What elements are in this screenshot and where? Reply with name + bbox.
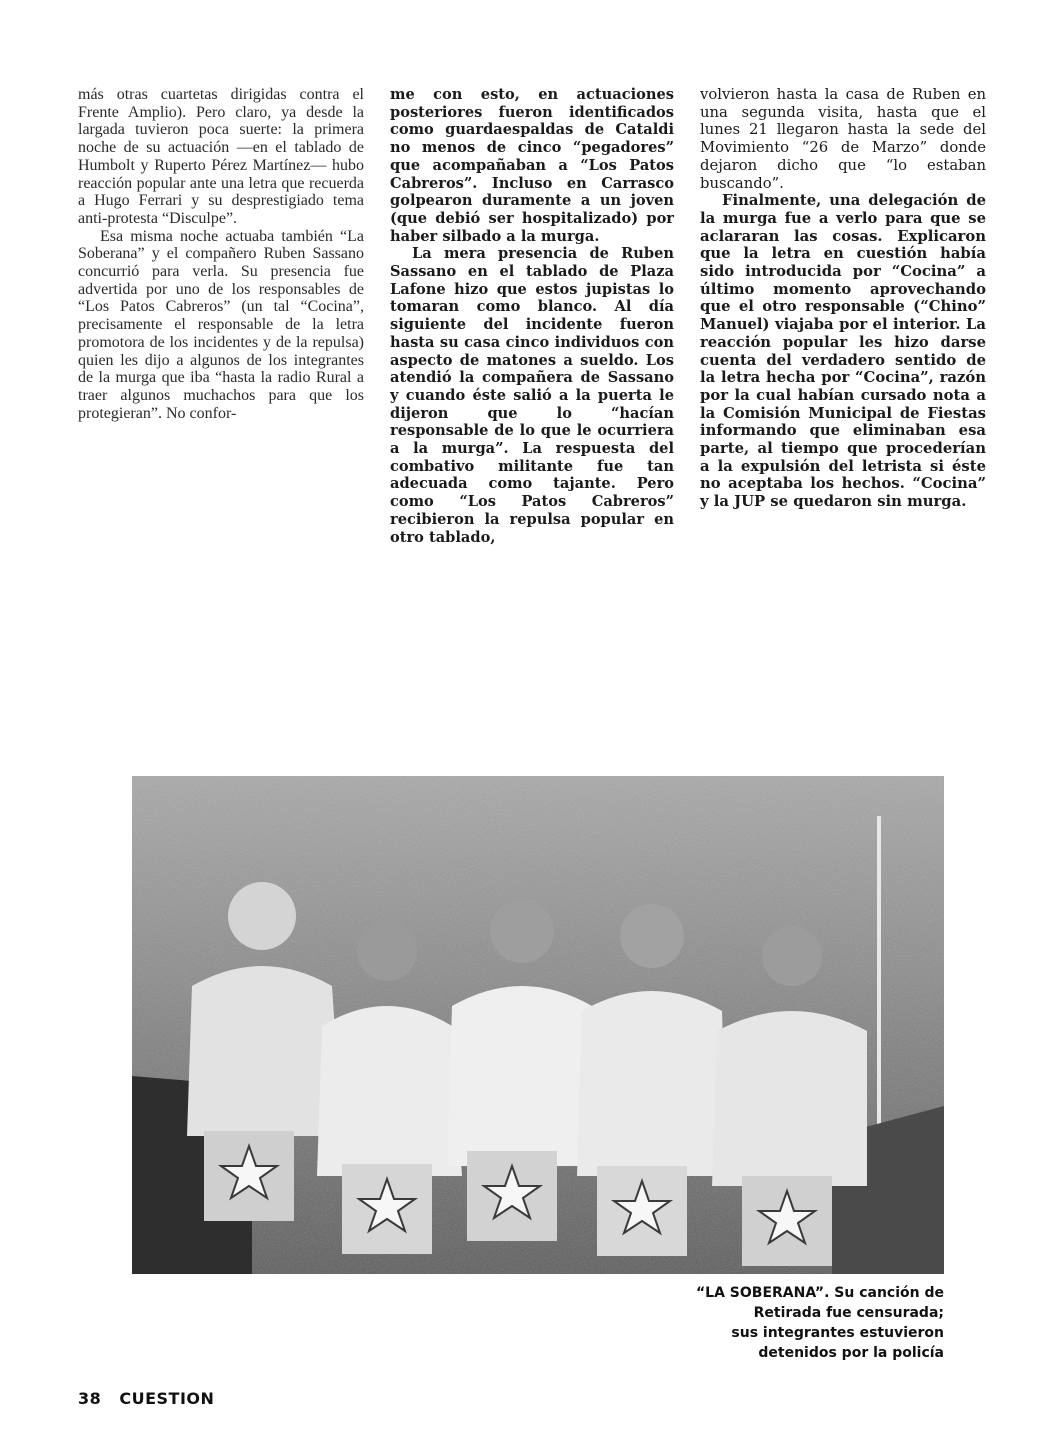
paragraph: más otras cuartetas dirigidas contra el Frente Amplio). Pero claro, ya desde la largada tuvieron poca suerte: la primera noche de su actuación —en el tablado de Humbolt y Ruperto Pérez Martínez— hubo reacción popular ante una letra que recuerda a Hugo Ferrari y su desprestigiado tema anti-protesta “Disculpe”. <box>78 86 364 227</box>
caption-line: sus integrantes estuvieron <box>731 1325 944 1341</box>
paragraph: Esa misma noche actuaba también “La Soberana” y el compañero Ruben Sassano concurrió para verla. Su presencia fue advertida por uno de los responsables de “Los Patos Cabreros” (un tal “Cocina”, precisamente el responsable de la letra promotora de los incidentes y de la repulsa) quien les dijo a algunos de los integrantes de la murga que iba “hasta la radio Rural a traer algunos muchachos para que los protegieran”. No confor- <box>78 227 364 422</box>
article-column-3 <box>700 86 986 511</box>
paragraph: me con esto, en actuaciones posteriores fueron identificados como guardaespaldas de Cataldi no menos de cinco “pegadores” que acompañaban a “Los Patos Cabreros”. Incluso en Carrasco golpearon duramente a un joven (que debió ser hospitalizado) por haber silbado a la murga. <box>390 86 674 245</box>
page-number: 38 <box>78 1389 102 1408</box>
paragraph: volvieron hasta la casa de Ruben en una segunda visita, hasta que el lunes 21 llegaron hasta la sede del Movimiento “26 de Marzo” donde dejaron dicho que “lo estaban buscando”. <box>700 86 986 192</box>
photo-caption <box>560 1283 944 1363</box>
murga-photo <box>132 776 944 1274</box>
caption-line: “LA SOBERANA”. Su canción de <box>695 1285 944 1301</box>
murga-photo-image <box>132 776 944 1274</box>
paragraph: Finalmente, una delegación de la murga fue a verlo para que se aclararan las cosas. Explicaron que la letra en cuestión había sido introducida por “Cocina” a último momento aprovechando que el otro responsable (“Chino” Manuel) viajaba por el interior. La reacción popular les hizo darse cuenta del verdadero sentido de la letra hecha por “Cocina”, razón por la cual habían cursado nota a la Comisión Municipal de Fiestas informando que eliminaban esa parte, al tiempo que procederían a la expulsión del letrista si éste no aceptaba los hechos. “Cocina” y la JUP se quedaron sin murga. <box>700 192 986 511</box>
magazine-name: CUESTION <box>119 1389 215 1408</box>
caption-line: detenidos por la policía <box>758 1345 944 1361</box>
caption-line: Retirada fue censurada; <box>753 1305 944 1321</box>
paragraph: La mera presencia de Ruben Sassano en el tablado de Plaza Lafone hizo que estos jupistas lo tomaran como blanco. Al día siguiente del incidente fueron hasta su casa cinco individuos con aspecto de matones a sueldo. Los atendió la compañera de Sassano y cuando éste salió a la puerta le dijeron que lo “hacían responsable de lo que le ocurriera a la murga”. La respuesta del combativo militante fue tan adecuada como tajante. Pero como “Los Patos Cabreros” recibieron la repulsa popular en otro tablado, <box>390 245 674 546</box>
article-column-2 <box>390 86 674 546</box>
page-footer <box>78 1389 214 1408</box>
article-column-1 <box>78 86 364 422</box>
